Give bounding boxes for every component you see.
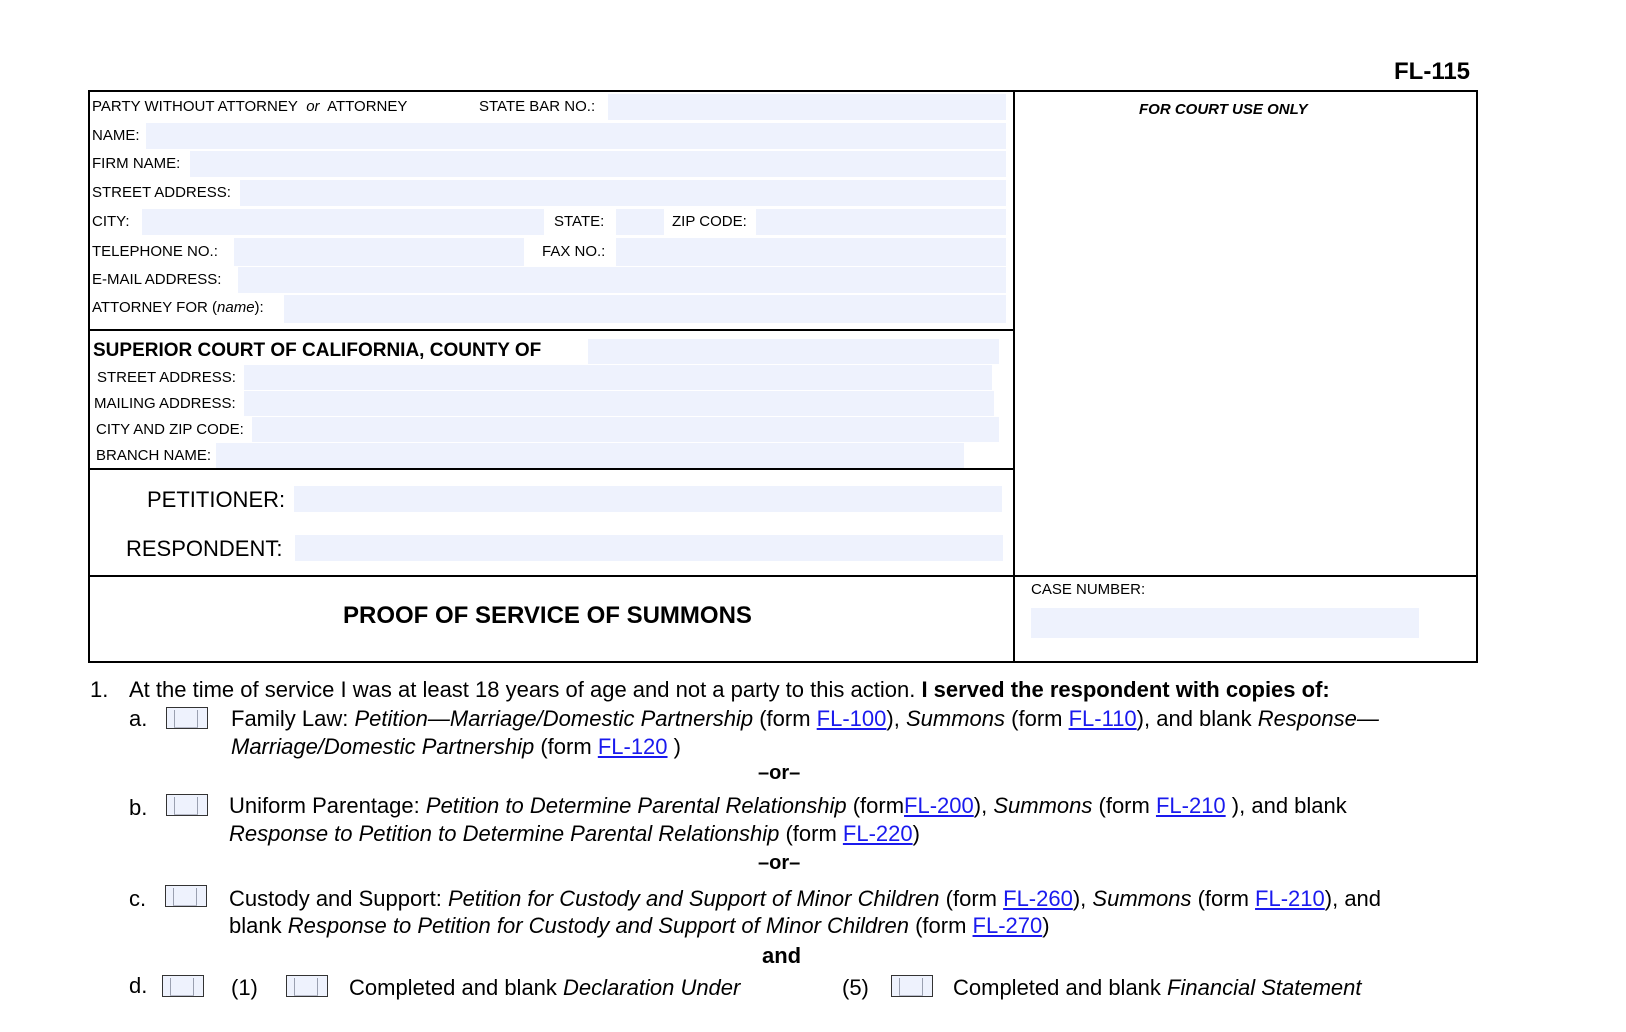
attorney-word: ATTORNEY bbox=[327, 98, 408, 115]
city-label: CITY: bbox=[92, 213, 130, 230]
link-fl-100[interactable]: FL-100 bbox=[816, 706, 887, 731]
court-branch-input[interactable] bbox=[216, 443, 964, 468]
item-b-t3: ), bbox=[973, 793, 988, 818]
phone-input[interactable] bbox=[234, 238, 524, 266]
item-d-sub1-checkbox[interactable] bbox=[286, 975, 328, 997]
form-number: FL-115 bbox=[1394, 58, 1471, 85]
respondent-label: RESPONDENT: bbox=[126, 536, 283, 561]
case-number-label: CASE NUMBER: bbox=[1031, 581, 1146, 598]
item-b-i2: Summons bbox=[993, 793, 1093, 818]
item-b-l2-i1: Response to Petition to Determine Parental Relationship bbox=[229, 821, 780, 846]
attorney-for-close: ): bbox=[254, 299, 264, 316]
or-separator-1: –or– bbox=[758, 762, 801, 784]
item-a-t5: ), and blank bbox=[1136, 706, 1252, 731]
item-c-t2: (form bbox=[945, 886, 997, 911]
state-label: STATE: bbox=[554, 213, 605, 230]
item-d-sub5-number: (5) bbox=[842, 975, 869, 1000]
item-c-letter: c. bbox=[129, 886, 147, 911]
item-a-l2-t1: (form bbox=[540, 734, 592, 759]
item-b-t2: (form bbox=[852, 793, 905, 818]
item-b-l2-t2: ) bbox=[912, 821, 920, 846]
court-street-input[interactable] bbox=[244, 365, 992, 390]
zip-input[interactable] bbox=[756, 209, 1006, 235]
and-separator: and bbox=[762, 943, 802, 968]
item-a-l2-i1: Marriage/Domestic Partnership bbox=[231, 734, 535, 759]
item-1-text bbox=[129, 677, 1330, 703]
item-c-l2-i1: Response to Petition for Custody and Support of Minor Children bbox=[287, 913, 909, 938]
state-bar-input[interactable] bbox=[608, 94, 1006, 120]
case-number-input[interactable] bbox=[1031, 608, 1419, 638]
state-bar-label: STATE BAR NO.: bbox=[479, 98, 596, 115]
item-a-i2: Summons bbox=[905, 706, 1006, 731]
item-d-sub1-number: (1) bbox=[231, 975, 258, 1000]
item-a-t3: ), bbox=[886, 706, 900, 731]
email-label: E-MAIL ADDRESS: bbox=[92, 271, 222, 288]
item-a-i3: Response— bbox=[1257, 706, 1379, 731]
item-d-sub1-i1: Declaration Under bbox=[563, 975, 741, 1000]
item-d-checkbox[interactable] bbox=[162, 975, 204, 997]
item-a-line1 bbox=[231, 706, 1379, 732]
zip-label: ZIP CODE: bbox=[672, 213, 747, 230]
item-a-line2 bbox=[231, 734, 681, 760]
state-input[interactable] bbox=[616, 209, 664, 235]
item-c-l2-t2: (form bbox=[915, 913, 967, 938]
item-a-l2-t2: ) bbox=[673, 734, 681, 759]
item-d-sub1-text bbox=[349, 975, 740, 1001]
item-a-t1: Family Law: bbox=[231, 706, 349, 731]
item-d-sub5-text bbox=[953, 975, 1361, 1001]
party-label-text: PARTY WITHOUT ATTORNEY bbox=[92, 98, 298, 115]
item-a-t2: (form bbox=[759, 706, 811, 731]
item-b-t1: Uniform Parentage: bbox=[229, 793, 420, 818]
item-1-bold: I served the respondent with copies of: bbox=[921, 677, 1330, 702]
item-b-l2-t1: (form bbox=[785, 821, 837, 846]
party-label bbox=[92, 98, 407, 115]
link-fl-210[interactable]: FL-210 bbox=[1155, 793, 1226, 818]
item-d-sub1-t1: Completed and blank bbox=[349, 975, 557, 1000]
firm-input[interactable] bbox=[190, 151, 1006, 177]
item-c-l2-t1: blank bbox=[229, 913, 282, 938]
item-b-t4: (form bbox=[1098, 793, 1150, 818]
item-c-i2: Summons bbox=[1092, 886, 1192, 911]
court-city-zip-input[interactable] bbox=[252, 417, 999, 442]
city-input[interactable] bbox=[142, 209, 544, 235]
link-fl-110[interactable]: FL-110 bbox=[1068, 706, 1137, 731]
attorney-for-name: name bbox=[217, 299, 255, 316]
street-label: STREET ADDRESS: bbox=[92, 184, 231, 201]
street-input[interactable] bbox=[240, 180, 1006, 206]
or-word: or bbox=[306, 98, 320, 115]
court-city-zip-label: CITY AND ZIP CODE: bbox=[96, 421, 244, 438]
item-d-sub5-t1: Completed and blank bbox=[953, 975, 1161, 1000]
link-fl-200[interactable]: FL-200 bbox=[904, 793, 974, 818]
document-title: PROOF OF SERVICE OF SUMMONS bbox=[343, 602, 752, 629]
item-d-sub5-checkbox[interactable] bbox=[891, 975, 933, 997]
item-c-l2-t3: ) bbox=[1042, 913, 1050, 938]
item-c-i1: Petition for Custody and Support of Minor Children bbox=[447, 886, 940, 911]
court-mailing-input[interactable] bbox=[244, 391, 994, 416]
item-1-plain: At the time of service I was at least 18 years of age and not a party to this action. bbox=[129, 677, 916, 702]
phone-label: TELEPHONE NO.: bbox=[92, 243, 218, 260]
item-1-number: 1. bbox=[90, 677, 109, 702]
attorney-for-label bbox=[92, 299, 264, 316]
petitioner-label: PETITIONER: bbox=[147, 487, 286, 512]
attorney-for-text: ATTORNEY FOR ( bbox=[92, 299, 218, 316]
county-input[interactable] bbox=[588, 339, 999, 364]
link-fl-120[interactable]: FL-120 bbox=[597, 734, 668, 759]
item-b-t5: ), and blank bbox=[1231, 793, 1347, 818]
item-b-checkbox[interactable] bbox=[166, 794, 208, 816]
link-fl-270[interactable]: FL-270 bbox=[972, 913, 1043, 938]
item-d-sub5-i1: Financial Statement bbox=[1167, 975, 1362, 1000]
link-fl-210-c[interactable]: FL-210 bbox=[1255, 886, 1325, 911]
item-a-i1: Petition—Marriage/Domestic Partnership bbox=[354, 706, 754, 731]
item-d-letter: d. bbox=[129, 973, 148, 998]
item-c-t3: ), bbox=[1072, 886, 1087, 911]
name-label: NAME: bbox=[92, 127, 140, 144]
name-input[interactable] bbox=[146, 123, 1006, 149]
item-c-line1 bbox=[229, 886, 1381, 912]
item-a-letter: a. bbox=[129, 706, 148, 731]
fax-label: FAX NO.: bbox=[542, 243, 606, 260]
item-b-line2 bbox=[229, 821, 920, 847]
respondent-input[interactable] bbox=[295, 535, 1003, 561]
fax-input[interactable] bbox=[616, 238, 1006, 266]
court-mailing-label: MAILING ADDRESS: bbox=[94, 395, 236, 412]
item-b-line1 bbox=[229, 793, 1347, 819]
petitioner-input[interactable] bbox=[294, 486, 1002, 512]
item-b-i1: Petition to Determine Parental Relationship bbox=[425, 793, 847, 818]
email-input[interactable] bbox=[238, 267, 1006, 293]
court-street-label: STREET ADDRESS: bbox=[97, 369, 236, 386]
item-c-t4: (form bbox=[1197, 886, 1249, 911]
item-c-t5: ), and bbox=[1324, 886, 1382, 911]
court-use-label: FOR COURT USE ONLY bbox=[1139, 101, 1308, 118]
firm-label: FIRM NAME: bbox=[92, 155, 181, 172]
court-title: SUPERIOR COURT OF CALIFORNIA, COUNTY OF bbox=[93, 340, 542, 361]
or-separator-2: –or– bbox=[758, 852, 801, 874]
link-fl-260[interactable]: FL-260 bbox=[1003, 886, 1073, 911]
item-c-t1: Custody and Support: bbox=[229, 886, 442, 911]
item-c-checkbox[interactable] bbox=[165, 885, 207, 907]
item-a-checkbox[interactable] bbox=[166, 707, 208, 729]
item-a-t4: (form bbox=[1011, 706, 1063, 731]
link-fl-220[interactable]: FL-220 bbox=[842, 821, 913, 846]
court-branch-label: BRANCH NAME: bbox=[96, 447, 212, 464]
attorney-for-input[interactable] bbox=[284, 295, 1006, 323]
item-c-line2 bbox=[229, 913, 1050, 939]
item-b-letter: b. bbox=[129, 795, 148, 820]
